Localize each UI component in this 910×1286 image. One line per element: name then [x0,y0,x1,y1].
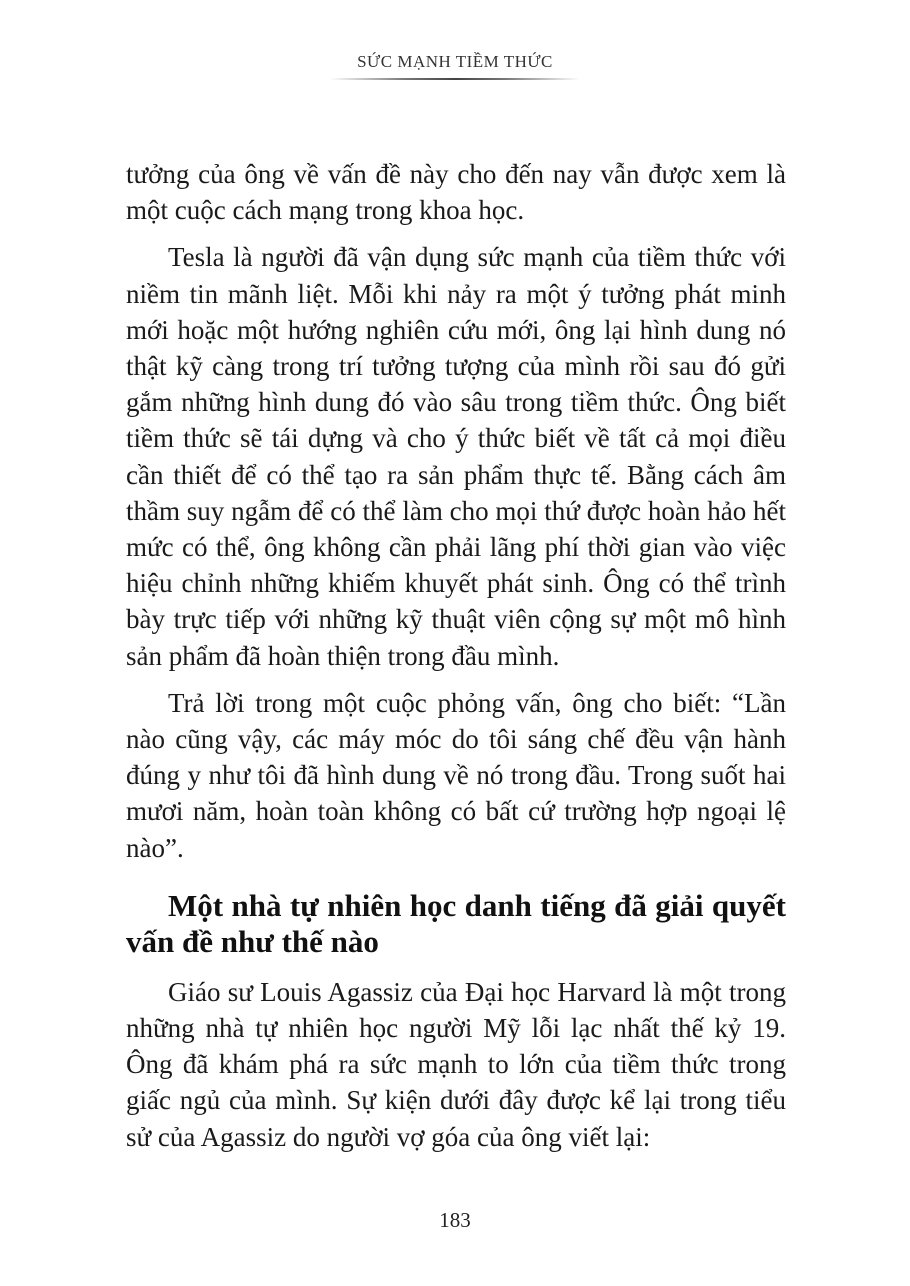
running-head-title: SỨC MẠNH TIỀM THỨC [357,52,553,71]
section-heading: Một nhà tự nhiên học danh tiếng đã giải quyết vấn đề như thế nào [126,887,786,959]
paragraph-tesla: Tesla là người đã vận dụng sức mạnh của tiềm thức với niềm tin mãnh liệt. Mỗi khi nảy ra một ý tưởng phát minh mới hoặc một hướng nghiên cứu mới, ông lại hình dung nó thật kỹ càng trong trí tưởng tượng của mình rồi sau đó gửi gắm những hình dung đó vào sâu trong tiềm thức. Ông biết tiềm thức sẽ tái dựng và cho ý thức biết về tất cả mọi điều cần thiết để có thể tạo ra sản phẩm thực tế. Bằng cách âm thầm suy ngẫm để có thể làm cho mọi thứ được hoàn hảo hết mức có thể, ông không cần phải lãng phí thời gian vào việc hiệu chỉnh những khiếm khuyết phát sinh. Ông có thể trình bày trực tiếp với những kỹ thuật viên cộng sự một mô hình sản phẩm đã hoàn thiện trong đầu mình. [126,242,786,671]
page-number: 183 [439,1208,471,1232]
paragraph-interview: Trả lời trong một cuộc phỏng vấn, ông cho biết: “Lần nào cũng vậy, các máy móc do tôi sáng chế đều vận hành đúng y như tôi đã hình dung về nó trong đầu. Trong suốt hai mươi năm, hoàn toàn không có bất cứ trường hợp ngoại lệ nào”. [126,687,786,863]
page-body [126,156,786,1166]
header-rule [330,78,580,80]
paragraph-continued: tưởng của ông về vấn đề này cho đến nay vẫn được xem là một cuộc cách mạng trong khoa học. [126,159,786,226]
running-header [0,52,910,76]
paragraph-agassiz: Giáo sư Louis Agassiz của Đại học Harvard là một trong những nhà tự nhiên học người Mỹ lỗi lạc nhất thế kỷ 19. Ông đã khám phá ra sức mạnh to lớn của tiềm thức trong giấc ngủ của mình. Sự kiện dưới đây được kể lại trong tiểu sử của Agassiz do người vợ góa của ông viết lại: [126,976,786,1152]
